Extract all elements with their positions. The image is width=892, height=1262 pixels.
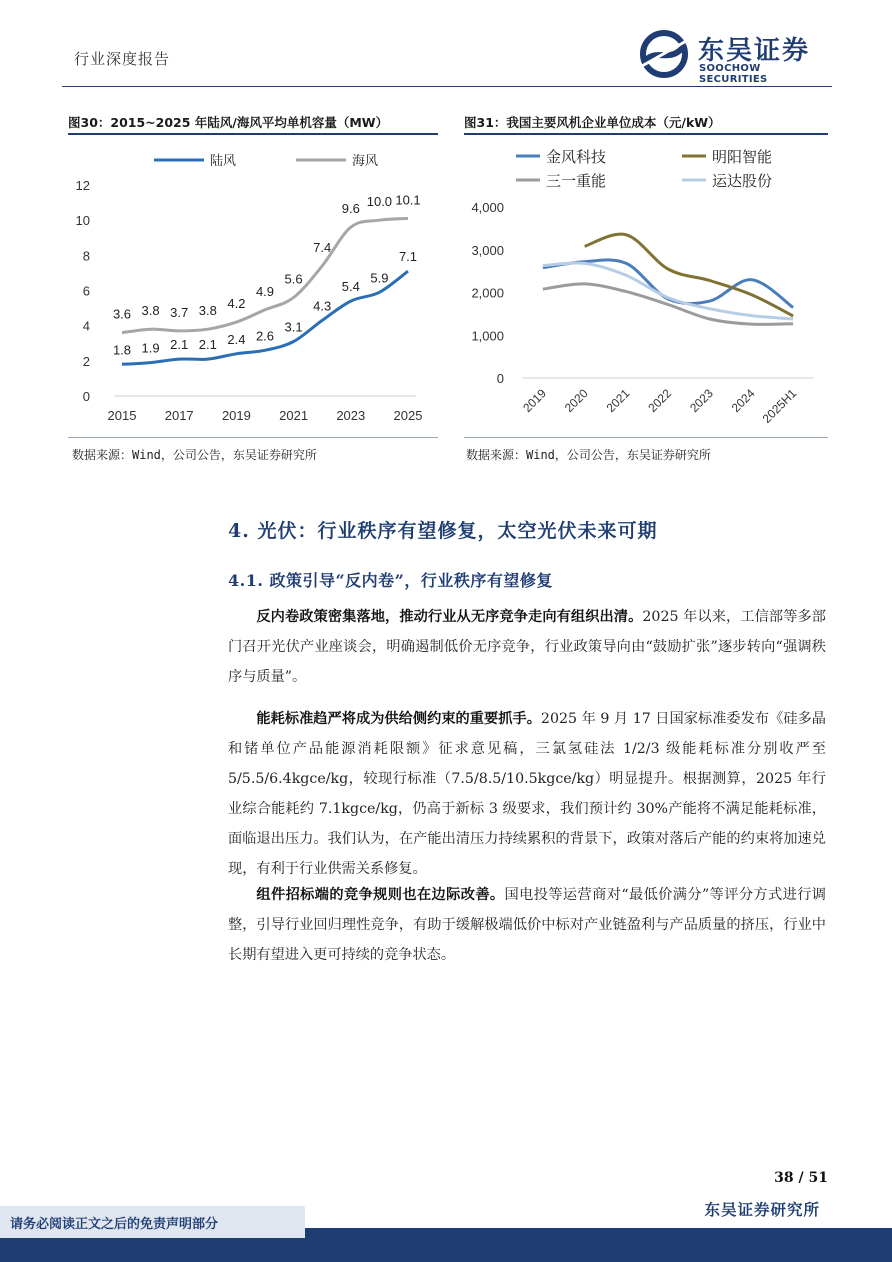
x-tick-label: 2015 bbox=[107, 408, 137, 423]
data-label: 2.4 bbox=[227, 331, 246, 347]
paragraph-3-lead: 组件招标端的竞争规则也在边际改善。 bbox=[256, 887, 505, 903]
y-tick-label: 3,000 bbox=[471, 242, 504, 258]
y-tick-label: 4,000 bbox=[471, 200, 504, 215]
section-heading: 4. 光伏：行业秩序有望修复，太空光伏未来可期 bbox=[228, 520, 658, 542]
x-tick-label: 2023 bbox=[336, 408, 366, 423]
y-tick-label: 6 bbox=[82, 283, 90, 299]
x-tick-label: 2023 bbox=[687, 386, 716, 416]
y-tick-label: 12 bbox=[75, 178, 90, 193]
brand-logo bbox=[640, 30, 830, 85]
footer-disclaimer-box bbox=[0, 1206, 305, 1238]
data-label: 2.1 bbox=[198, 337, 217, 353]
data-label: 4.3 bbox=[313, 298, 332, 314]
figure31-top-rule bbox=[464, 133, 828, 135]
paragraph-3-body: 国电投等运营商对“最低价满分”等评分方式进行调整，引导行业回归理性竞争，有助于缓解极端低价中标对产业链盈利与产品质量的挤压，行业中长期有望进入更可持续的竞争状态。 bbox=[228, 887, 826, 963]
y-tick-label: 0 bbox=[82, 389, 90, 404]
x-tick-label: 2017 bbox=[164, 408, 194, 423]
legend-label: 运达股份 bbox=[712, 173, 773, 190]
footer-institute: 东吴证券研究所 bbox=[704, 1200, 820, 1219]
figure30-top-rule bbox=[68, 133, 438, 135]
x-tick-label: 2025 bbox=[393, 408, 423, 423]
data-label: 2.6 bbox=[255, 328, 275, 344]
data-label: 5.4 bbox=[341, 279, 360, 295]
paragraph-1-body: 2025 年以来，工信部等多部门召开光伏产业座谈会，明确遏制低价无序竞争，行业政策导向由“鼓励扩张”逐步转向“强调秩序与质量”。 bbox=[228, 609, 826, 685]
series-line-3 bbox=[543, 284, 793, 325]
figure31-bottom-rule bbox=[464, 437, 828, 438]
data-label: 10.1 bbox=[395, 192, 421, 208]
legend-label: 海风 bbox=[352, 153, 379, 168]
paragraph-2-body: 2025 年 9 月 17 日国家标准委发布《硅多晶和锗单位产品能源消耗限额》征求意见稿，三氯氢硅法 1/2/3 级能耗标准分别收严至 5/5.5/6.4kgce/kg，较现行标准（7.5/8.5/10.5kgce/kg）明显提升。根据测算，2025 年行业综合能耗约 7.1kgce/kg，仍高于新标 3 级要求，我们预计约 30%产能将不满足能耗标准，面临退出压力。我们认为，在产能出清压力持续累积的背景下，政策对落后产能的约束将加速兑现，有利于行业供需关系修复。 bbox=[228, 711, 826, 877]
figure30-chart bbox=[68, 138, 438, 438]
footer-disclaimer: 请务必阅读正文之后的免责声明部分 bbox=[10, 1217, 219, 1232]
paragraph-1-lead: 反内卷政策密集落地，推动行业从无序竞争走向有组织出清。 bbox=[256, 609, 643, 625]
x-tick-label: 2021 bbox=[603, 386, 633, 416]
y-tick-label: 4 bbox=[82, 318, 90, 334]
y-tick-label: 10 bbox=[75, 213, 90, 229]
x-tick-label: 2022 bbox=[645, 386, 675, 416]
paragraph-2 bbox=[228, 704, 826, 884]
figure30-title: 图30：2015~2025 年陆风/海风平均单机容量（MW） bbox=[68, 115, 389, 130]
y-tick-label: 2 bbox=[82, 353, 90, 369]
x-tick-label: 2024 bbox=[728, 386, 758, 416]
legend-label: 金风科技 bbox=[546, 149, 607, 166]
header-divider bbox=[62, 86, 832, 87]
data-label: 9.6 bbox=[341, 201, 360, 217]
data-label: 2.1 bbox=[170, 337, 189, 353]
data-label: 7.1 bbox=[398, 249, 418, 265]
figure31-source: 数据来源：Wind，公司公告，东吴证券研究所 bbox=[466, 448, 711, 462]
figure30-bottom-rule bbox=[68, 437, 438, 438]
y-tick-label: 8 bbox=[82, 248, 90, 264]
subsection-heading: 4.1. 政策引导“反内卷”，行业秩序有望修复 bbox=[228, 571, 553, 590]
data-label: 7.4 bbox=[313, 239, 332, 255]
x-tick-label: 2021 bbox=[279, 408, 309, 423]
y-tick-label: 2,000 bbox=[471, 285, 504, 301]
report-type-label: 行业深度报告 bbox=[74, 50, 171, 68]
logo-chinese-name: 东吴证券 bbox=[698, 36, 811, 66]
paragraph-1 bbox=[228, 602, 826, 692]
soochow-logo-icon bbox=[640, 30, 692, 78]
legend-label: 陆风 bbox=[210, 153, 237, 168]
page-number: 38 / 51 bbox=[774, 1170, 828, 1186]
figure30-source: 数据来源：Wind，公司公告，东吴证券研究所 bbox=[72, 448, 317, 462]
x-tick-label: 2025H1 bbox=[759, 386, 800, 426]
paragraph-2-lead: 能耗标准趋严将成为供给侧约束的重要抓手。 bbox=[256, 711, 541, 727]
x-tick-label: 2019 bbox=[520, 386, 549, 416]
data-label: 3.6 bbox=[112, 306, 132, 322]
data-label: 1.8 bbox=[112, 342, 132, 358]
y-tick-label: 1,000 bbox=[471, 328, 504, 344]
data-label: 4.9 bbox=[255, 283, 275, 299]
data-label: 5.6 bbox=[284, 271, 303, 287]
legend-label: 三一重能 bbox=[546, 173, 607, 190]
data-label: 1.9 bbox=[141, 340, 160, 356]
figure31-title: 图31：我国主要风机企业单位成本（元/kW） bbox=[464, 115, 721, 130]
data-label: 5.9 bbox=[370, 270, 389, 286]
logo-english-name: SOOCHOW SECURITIES bbox=[699, 63, 768, 85]
data-label: 3.1 bbox=[284, 319, 303, 335]
legend-label: 明阳智能 bbox=[712, 149, 773, 166]
data-label: 10.0 bbox=[366, 194, 393, 210]
data-label: 4.2 bbox=[227, 296, 246, 312]
y-tick-label: 0 bbox=[496, 371, 504, 386]
figure31-chart bbox=[464, 138, 828, 438]
data-label: 3.7 bbox=[170, 304, 189, 320]
x-tick-label: 2020 bbox=[561, 386, 591, 416]
series-line-4 bbox=[543, 263, 793, 319]
series-line-offshore bbox=[122, 218, 408, 335]
paragraph-3 bbox=[228, 880, 826, 970]
data-label: 3.8 bbox=[141, 303, 160, 319]
x-tick-label: 2019 bbox=[221, 408, 251, 423]
data-label: 3.8 bbox=[198, 303, 217, 319]
